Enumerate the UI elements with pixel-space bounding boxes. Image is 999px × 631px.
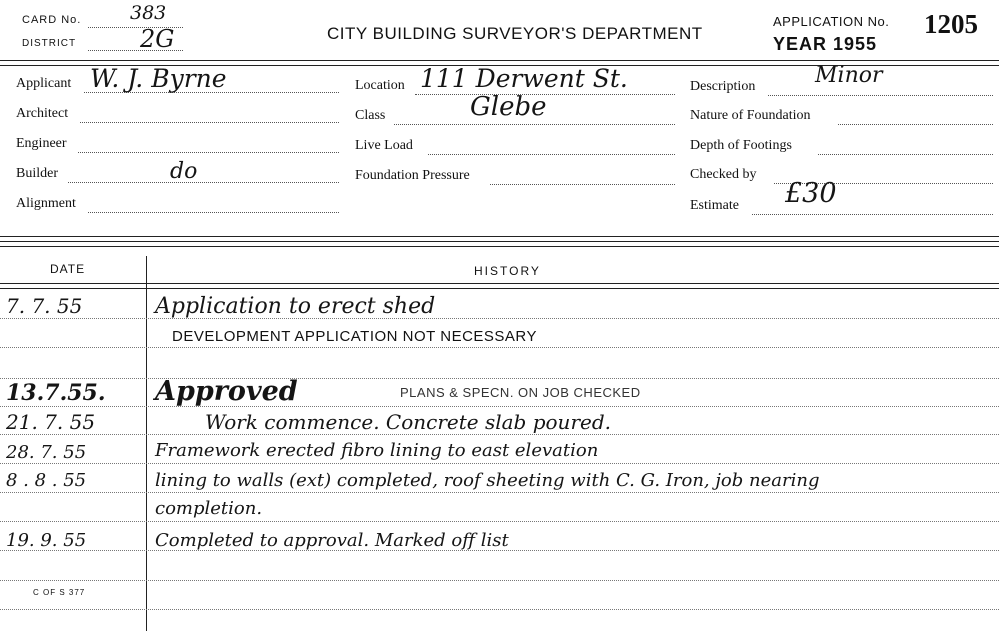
estimate-label: Estimate — [690, 198, 739, 213]
depth-of-footings-line — [818, 154, 993, 155]
district-value: 2G — [140, 25, 175, 53]
engineer-label: Engineer — [16, 136, 67, 151]
foundation-pressure-line — [490, 184, 675, 185]
builder-label: Builder — [16, 166, 58, 181]
history-entry: Completed to approval. Marked off list — [155, 530, 509, 551]
applicant-value: W. J. Byrne — [90, 64, 227, 93]
location-value: 111 Derwent St. — [420, 64, 628, 93]
section-rule-2 — [0, 241, 999, 242]
history-entry: lining to walls (ext) completed, roof sheeting with C. G. Iron, job nearing — [155, 470, 820, 491]
live-load-label: Live Load — [355, 138, 413, 153]
header-rule-1 — [0, 60, 999, 61]
date-column-header: DATE — [50, 262, 86, 276]
builder-value: do — [170, 159, 198, 184]
checked-by-label: Checked by — [690, 167, 757, 182]
section-rule-1 — [0, 236, 999, 237]
estimate-value: £30 — [785, 178, 837, 209]
card-no-label: CARD No. — [22, 14, 82, 26]
row-rule — [0, 318, 999, 319]
builder-line — [68, 182, 339, 183]
plans-checked-stamp: PLANS & SPECN. ON JOB CHECKED — [400, 385, 641, 400]
class-value: Glebe — [470, 92, 547, 122]
history-date: 8 . 8 . 55 — [6, 470, 87, 491]
nature-of-foundation-label: Nature of Foundation — [690, 108, 811, 123]
row-rule — [0, 378, 999, 379]
year: YEAR 1955 — [773, 34, 878, 54]
history-entry: Application to erect shed — [155, 294, 436, 319]
nature-of-foundation-line — [838, 124, 993, 125]
estimate-line — [752, 214, 993, 215]
depth-of-footings-label: Depth of Footings — [690, 138, 792, 153]
alignment-line — [88, 212, 339, 213]
district-label: DISTRICT — [22, 38, 77, 49]
row-rule — [0, 463, 999, 464]
table-header-rule-1 — [0, 283, 999, 284]
application-no-value: 1205 — [924, 9, 978, 39]
section-rule-3 — [0, 246, 999, 247]
history-column-header: HISTORY — [474, 264, 541, 278]
description-label: Description — [690, 79, 756, 94]
department-title: CITY BUILDING SURVEYOR'S DEPARTMENT — [327, 24, 703, 43]
row-rule — [0, 434, 999, 435]
history-date: 13.7.55. — [6, 380, 106, 406]
class-label: Class — [355, 108, 386, 123]
form-code: C OF S 377 — [33, 588, 86, 597]
foundation-pressure-label: Foundation Pressure — [355, 168, 470, 183]
history-entry: completion. — [155, 498, 263, 519]
history-entry: Approved — [155, 376, 298, 407]
history-date: 21. 7. 55 — [6, 410, 96, 434]
location-label: Location — [355, 78, 405, 93]
history-entry: Work commence. Concrete slab poured. — [205, 410, 611, 434]
card-no-value: 383 — [130, 2, 167, 24]
row-rule — [0, 492, 999, 493]
history-date: 28. 7. 55 — [6, 442, 87, 463]
applicant-label: Applicant — [16, 76, 72, 91]
history-entry: Framework erected fibro lining to east elevation — [155, 440, 599, 461]
row-rule — [0, 521, 999, 522]
history-date: 7. 7. 55 — [6, 294, 83, 318]
architect-label: Architect — [16, 106, 69, 121]
application-no-label: APPLICATION No. — [773, 14, 890, 29]
live-load-line — [428, 154, 675, 155]
development-stamp: DEVELOPMENT APPLICATION NOT NECESSARY — [172, 328, 537, 345]
row-rule — [0, 580, 999, 581]
description-line — [768, 95, 993, 96]
alignment-label: Alignment — [16, 196, 76, 211]
class-line — [394, 124, 675, 125]
date-column-divider — [146, 256, 147, 631]
engineer-line — [78, 152, 339, 153]
description-value: Minor — [815, 63, 883, 88]
row-rule — [0, 609, 999, 610]
row-rule — [0, 406, 999, 407]
table-header-rule-2 — [0, 288, 999, 289]
history-date: 19. 9. 55 — [6, 530, 87, 551]
architect-line — [80, 122, 339, 123]
row-rule — [0, 347, 999, 348]
